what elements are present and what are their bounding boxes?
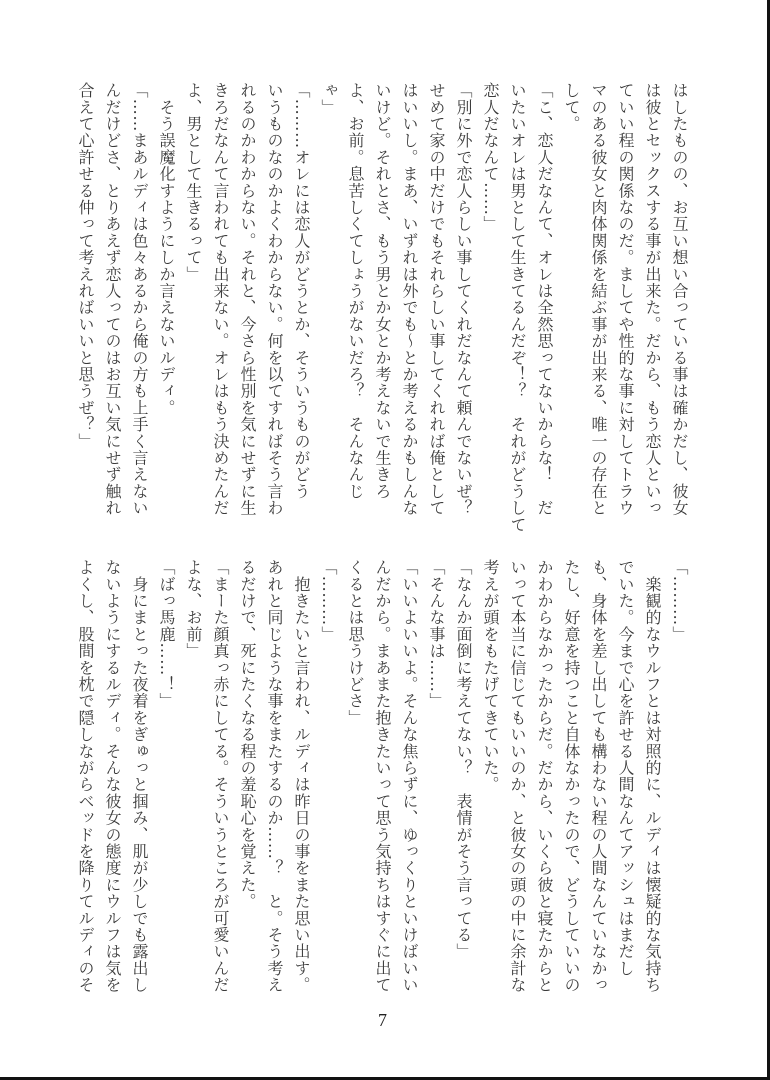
text-column: んだけどさ、とりあえず恋人ってのはお互い気にせず触れ [103, 82, 122, 517]
text-column: かわからなかったからだ。だから、いくら彼と寝たからと [535, 559, 554, 994]
text-column: たし、好意を持つこと自体なかったので、どうしていいの [562, 559, 581, 994]
text-column: 楽観的なウルフとは対照的に、ルディは懐疑的な気持ち [643, 559, 662, 994]
text-column: んだから。まあまた抱きたいって思う気持ちはすぐに出て [373, 559, 392, 994]
text-column: よくし、股間を枕で隠しながらベッドを降りてルディのそ [76, 559, 95, 994]
text-column: も、身体を差し出しても構わない程の人間なんていなかっ [589, 559, 608, 994]
text-column: そう誤魔化すようにしか言えないルディ。 [157, 82, 176, 416]
text-block-bottom [72, 559, 693, 994]
text-column: 「いいよいいよ。そんな焦らずに、ゆっくりといけばいい [400, 559, 419, 994]
text-column: 「こ、恋人だなんて、オレは全然思ってないからな！ だ [535, 82, 554, 517]
text-column: ていい程の関係なのだ。ましてや性的な事に対してトラウ [616, 82, 635, 517]
text-column: きろだなんて言われても出来ない。オレはもう決めたんだ [211, 82, 230, 517]
text-column: せめて家の中だけでもそれらしい事してくれれば俺として [427, 82, 446, 517]
text-column: ゃ」 [319, 82, 338, 116]
text-column: よな、お前」 [184, 559, 203, 660]
text-column: して。 [562, 82, 581, 133]
text-column: 「………」 [670, 559, 689, 643]
text-column: 「別に外で恋人らしい事してくれだなんて頼んでないぜ？ [454, 82, 473, 517]
text-column: 抱きたいと言われ、ルディは昨日の事をまた思い出す。 [292, 559, 311, 994]
text-column: 合えて心許せる仲って考えればいいと思うぜ？」 [76, 82, 95, 450]
text-column: るだけで、死にたくなる程の羞恥心を覚えた。 [238, 559, 257, 910]
text-column: いうものなのかよくわからない。何を以てすればそう言わ [265, 82, 284, 517]
text-column: 「………」 [319, 559, 338, 643]
text-column: 「………オレには恋人がどうとか、そういうものがどう [292, 82, 311, 500]
text-column: あれと同じような事をまたするのか……？ と。そう考え [265, 559, 284, 994]
text-column: 身にまとった夜着をぎゅっと掴み、肌が少しでも露出し [130, 559, 149, 994]
text-column: 「そんな事は……」 [427, 559, 446, 710]
text-column: マのある彼女と肉体関係を結ぶ事が出来る、唯一の存在と [589, 82, 608, 517]
page-number: 7 [378, 1010, 387, 1030]
text-column: くるとは思うけどさ」 [346, 559, 365, 726]
text-column: いたいオレは男として生きてるんだぞ！？ それがどうして [508, 82, 527, 533]
text-column: 恋人だなんて……」 [481, 82, 500, 233]
text-column: れるのかわからない。それと、今さら性別を気にせずに生 [238, 82, 257, 517]
text-block-top [72, 82, 693, 533]
text-column: いって本当に信じてもいいのか、と彼女の頭の中に余計な [508, 559, 527, 994]
text-column: 「まーた顔真っ赤にしてる。そういうところが可愛いんだ [211, 559, 230, 994]
text-column: はいいし。まあ、いずれは外でも～とか考えるかもしんな [400, 82, 419, 517]
text-column: 「ばっ馬鹿……！」 [157, 559, 176, 710]
text-column: ないようにするルディ。そんな彼女の態度にウルフは気を [103, 559, 122, 994]
text-column: でいた。今まで心を許せる人間なんてアッシュはまだし [616, 559, 635, 977]
text-column: よ、男として生きるって」 [184, 82, 203, 283]
text-column: はしたものの、お互い想い合っている事は確かだし、彼女 [670, 82, 689, 517]
text-column: 考えが頭をもたげてきていた。 [481, 559, 500, 793]
text-column: いけど。それとさ、もう男とか女とか考えないで生きろ [373, 82, 392, 500]
text-column: 「なんか面倒に考えてない？ 表情がそう言ってる」 [454, 559, 473, 960]
text-column: よ、お前。息苦しくてしょうがないだろ？ そんなんじ [346, 82, 365, 500]
text-column: は彼とセックスする事が出来た。だから、もう恋人といっ [643, 82, 662, 517]
text-column: 「……まあルディは色々あるから俺の方も上手く言えない [130, 82, 149, 517]
